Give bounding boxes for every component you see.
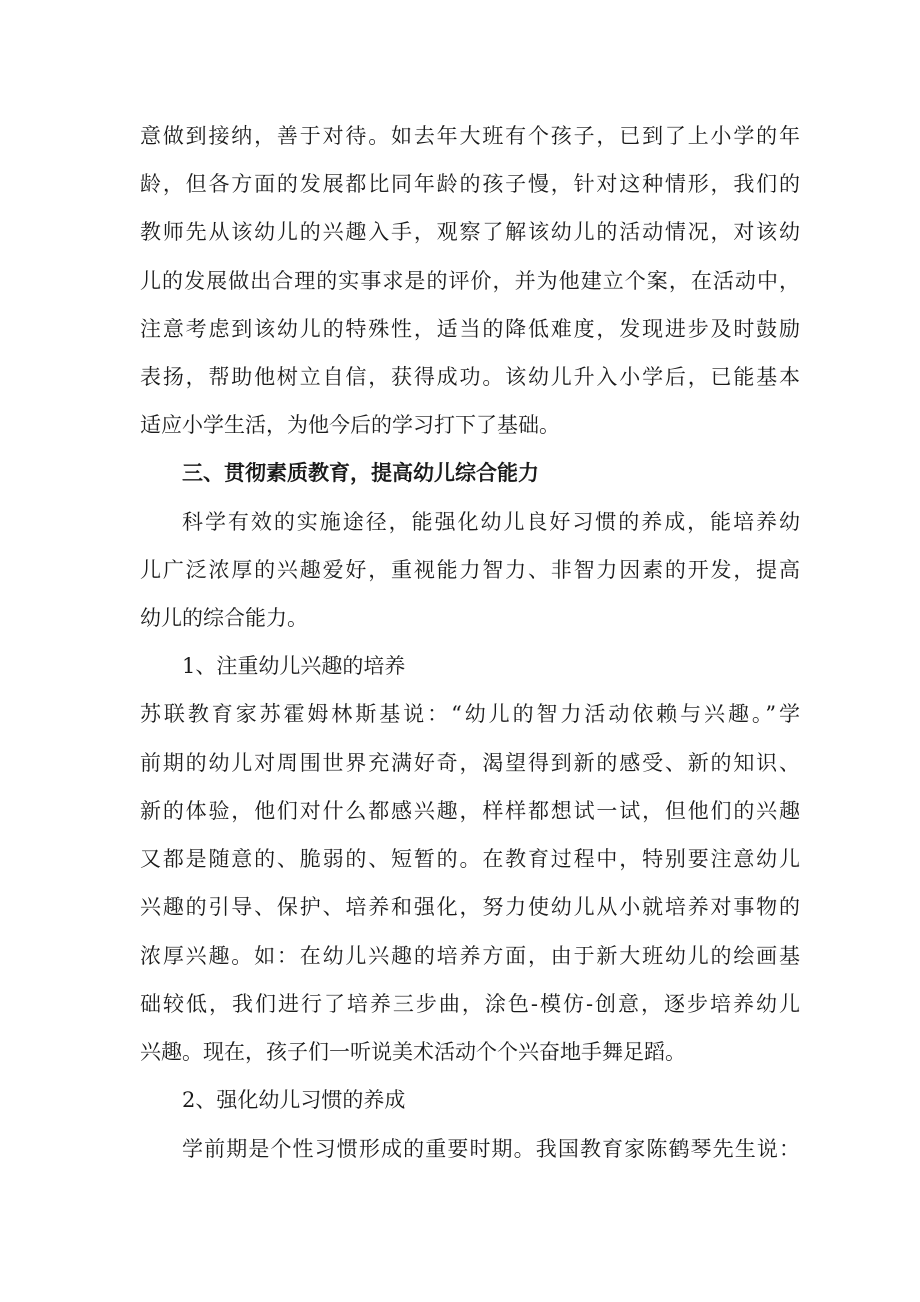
paragraph-line: 兴趣的引导、保护、培养和强化，努力使幼儿从小就培养对事物的 [140,895,800,919]
paragraph-line: 儿的发展做出合理的实事求是的评价，并为他建立个案，在活动中， [140,269,800,293]
paragraph-line: 幼儿的综合能力。 [140,606,308,630]
paragraph-line: 学前期是个性习惯形成的重要时期。我国教育家陈鹤琴先生说： [182,1137,800,1161]
paragraph-line: 前期的幼儿对周围世界充满好奇，渴望得到新的感受、新的知识、 [140,751,800,775]
paragraph-line: 教师先从该幼儿的兴趣入手，观察了解该幼儿的活动情况，对该幼 [140,220,800,244]
paragraph-line: 兴趣。现在，孩子们一听说美术活动个个兴奋地手舞足蹈。 [140,1040,686,1064]
section-heading: 三、贯彻素质教育，提高幼儿综合能力 [182,460,539,485]
paragraph-line: 适应小学生活，为他今后的学习打下了基础。 [140,413,560,437]
subheading-2: 2、强化幼儿习惯的养成 [182,1088,406,1112]
paragraph-line: 科学有效的实施途径，能强化幼儿良好习惯的养成，能培养幼 [182,510,800,534]
paragraph-line: 新的体验，他们对什么都感兴趣，样样都想试一试，但他们的兴趣 [140,799,800,823]
paragraph-line: 龄，但各方面的发展都比同年龄的孩子慢，针对这种情形，我们的 [140,172,800,196]
paragraph-line: 础较低，我们进行了培养三步曲，涂色-模仿-创意，逐步培养幼儿 [140,992,800,1016]
paragraph-line: 意做到接纳，善于对待。如去年大班有个孩子，已到了上小学的年 [140,124,800,148]
paragraph-line: 注意考虑到该幼儿的特殊性，适当的降低难度，发现进步及时鼓励 [140,317,800,341]
paragraph-line: 又都是随意的、脆弱的、短暂的。在教育过程中，特别要注意幼儿 [140,847,800,871]
paragraph-line: 儿广泛浓厚的兴趣爱好，重视能力智力、非智力因素的开发，提高 [140,558,800,582]
paragraph-line: 表扬，帮助他树立自信，获得成功。该幼儿升入小学后，已能基本 [140,365,800,389]
paragraph-line: 苏联教育家苏霍姆林斯基说：“幼儿的智力活动依赖与兴趣。”学 [140,702,800,726]
subheading-1: 1、注重幼儿兴趣的培养 [182,654,406,678]
paragraph-line: 浓厚兴趣。如：在幼儿兴趣的培养方面，由于新大班幼儿的绘画基 [140,944,800,968]
